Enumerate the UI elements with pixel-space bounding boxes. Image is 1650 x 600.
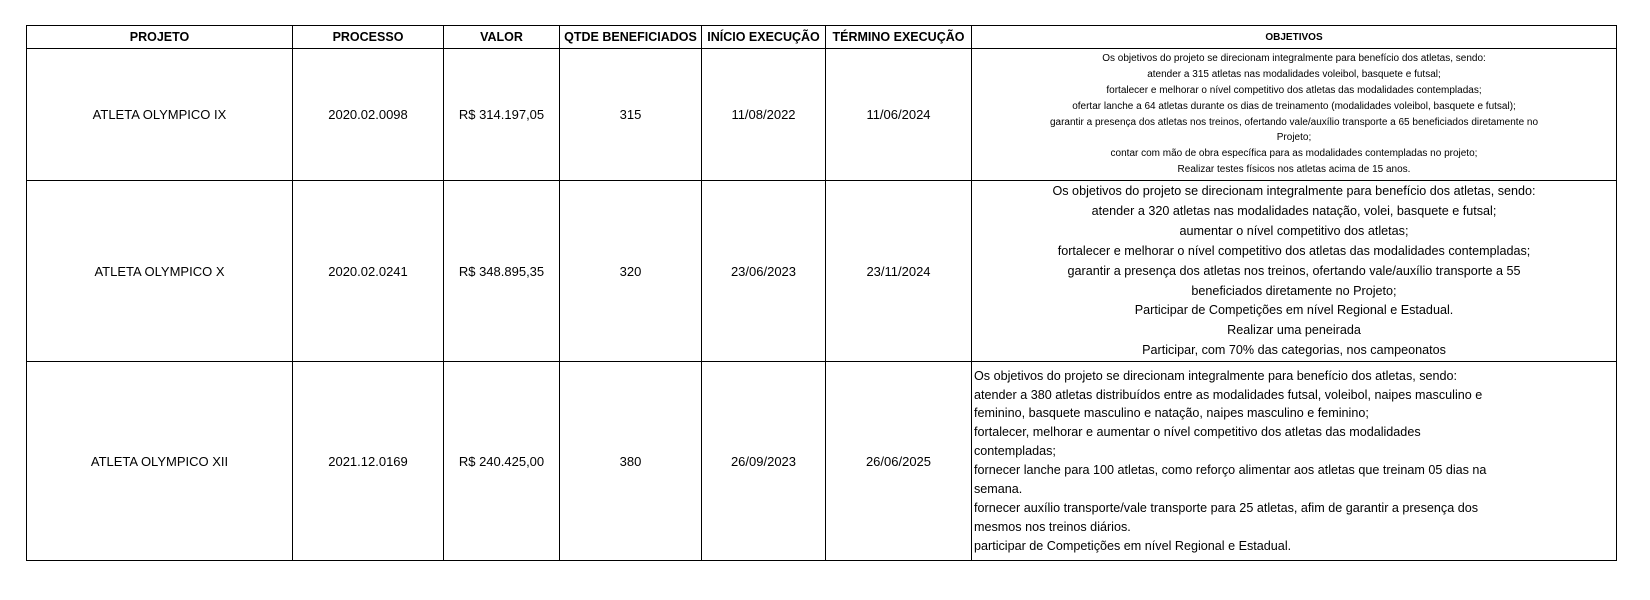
objetivo-line: mesmos nos treinos diários. [974, 519, 1131, 534]
cell-termino: 11/06/2024 [826, 49, 972, 181]
header-projeto: PROJETO [27, 26, 293, 49]
cell-projeto: ATLETA OLYMPICO IX [27, 49, 293, 181]
cell-projeto: ATLETA OLYMPICO X [27, 181, 293, 362]
objetivo-line: feminino, basquete masculino e natação, naipes masculino e feminino; [974, 406, 1369, 421]
objetivo-line: Os objetivos do projeto se direcionam integralmente para benefício dos atletas, sendo: [1102, 52, 1486, 64]
objetivo-line: contempladas; [974, 444, 1056, 459]
objetivo-line: garantir a presença dos atletas nos treinos, ofertando vale/auxílio transporte a 65 beneficiados diretamente no [1049, 116, 1539, 128]
objetivo-line: Participar, com 70% das categorias, nos campeonatos [1142, 343, 1446, 358]
objetivo-line: contar com mão de obra específica para as modalidades contempladas no projeto; [1110, 148, 1478, 160]
cell-objetivos [972, 181, 1617, 362]
table-row [27, 181, 1617, 362]
objetivo-line: atender a 315 atletas nas modalidades voleibol, basquete e futsal; [1147, 68, 1441, 80]
cell-valor: R$ 314.197,05 [444, 49, 560, 181]
cell-termino: 23/11/2024 [826, 181, 972, 362]
cell-objetivos [972, 362, 1617, 561]
cell-inicio: 26/09/2023 [702, 362, 826, 561]
table-row [27, 362, 1617, 561]
objetivo-line: atender a 320 atletas nas modalidades natação, volei, basquete e futsal; [1091, 203, 1497, 218]
table-row [27, 49, 1617, 181]
cell-qtde: 315 [560, 49, 702, 181]
objetivo-line: garantir a presença dos atletas nos treinos, ofertando vale/auxílio transporte a 55 [1067, 263, 1521, 278]
header-inicio-execucao: INÍCIO EXECUÇÃO [702, 26, 826, 49]
objetivo-line: Participar de Competições em nível Regional e Estadual. [1134, 303, 1454, 318]
cell-valor: R$ 240.425,00 [444, 362, 560, 561]
objetivo-line: aumentar o nível competitivo dos atletas; [1179, 223, 1409, 238]
cell-processo: 2021.12.0169 [293, 362, 444, 561]
header-objetivos: OBJETIVOS [972, 26, 1617, 49]
cell-processo: 2020.02.0241 [293, 181, 444, 362]
objetivo-line: Os objetivos do projeto se direcionam integralmente para benefício dos atletas, sendo: [1052, 184, 1536, 198]
objetivo-line: fortalecer, melhorar e aumentar o nível competitivo dos atletas das modalidades [974, 425, 1421, 440]
table-header-row [27, 26, 1617, 49]
objetivo-line: beneficiados diretamente no Projeto; [1191, 283, 1397, 298]
cell-qtde: 380 [560, 362, 702, 561]
cell-projeto: ATLETA OLYMPICO XII [27, 362, 293, 561]
cell-processo: 2020.02.0098 [293, 49, 444, 181]
header-qtde-beneficiados: QTDE BENEFICIADOS [560, 26, 702, 49]
objetivo-line: ofertar lanche a 64 atletas durante os dias de treinamento (modalidades voleibol, basquete e futsal); [1072, 100, 1516, 112]
cell-termino: 26/06/2025 [826, 362, 972, 561]
objetivo-line: Realizar uma peneirada [1227, 323, 1361, 338]
cell-qtde: 320 [560, 181, 702, 362]
objetivo-line: Realizar testes físicos nos atletas acima de 15 anos. [1177, 164, 1411, 176]
objetivo-line: fornecer auxílio transporte/vale transporte para 25 atletas, afim de garantir a presença dos [974, 500, 1479, 515]
cell-objetivos [972, 49, 1617, 181]
cell-inicio: 11/08/2022 [702, 49, 826, 181]
objetivo-line: Os objetivos do projeto se direcionam integralmente para benefício dos atletas, sendo: [974, 368, 1458, 383]
header-processo: PROCESSO [293, 26, 444, 49]
header-termino-execucao: TÉRMINO EXECUÇÃO [826, 26, 972, 49]
cell-inicio: 23/06/2023 [702, 181, 826, 362]
objetivo-line: atender a 380 atletas distribuídos entre as modalidades futsal, voleibol, naipes masculino e [974, 387, 1483, 402]
objetivo-line: participar de Competições em nível Regional e Estadual. [974, 538, 1292, 553]
objetivo-line: fortalecer e melhorar o nível competitivo dos atletas das modalidades contempladas; [1106, 84, 1482, 96]
projects-table [26, 25, 1617, 561]
header-valor: VALOR [444, 26, 560, 49]
objetivo-line: fornecer lanche para 100 atletas, como reforço alimentar aos atletas que treinam 05 dias na [974, 463, 1487, 478]
objetivo-line: semana. [974, 482, 1023, 497]
cell-valor: R$ 348.895,35 [444, 181, 560, 362]
objetivo-line: fortalecer e melhorar o nível competitivo dos atletas das modalidades contempladas; [1057, 243, 1531, 258]
objetivo-line: Projeto; [1276, 132, 1312, 144]
